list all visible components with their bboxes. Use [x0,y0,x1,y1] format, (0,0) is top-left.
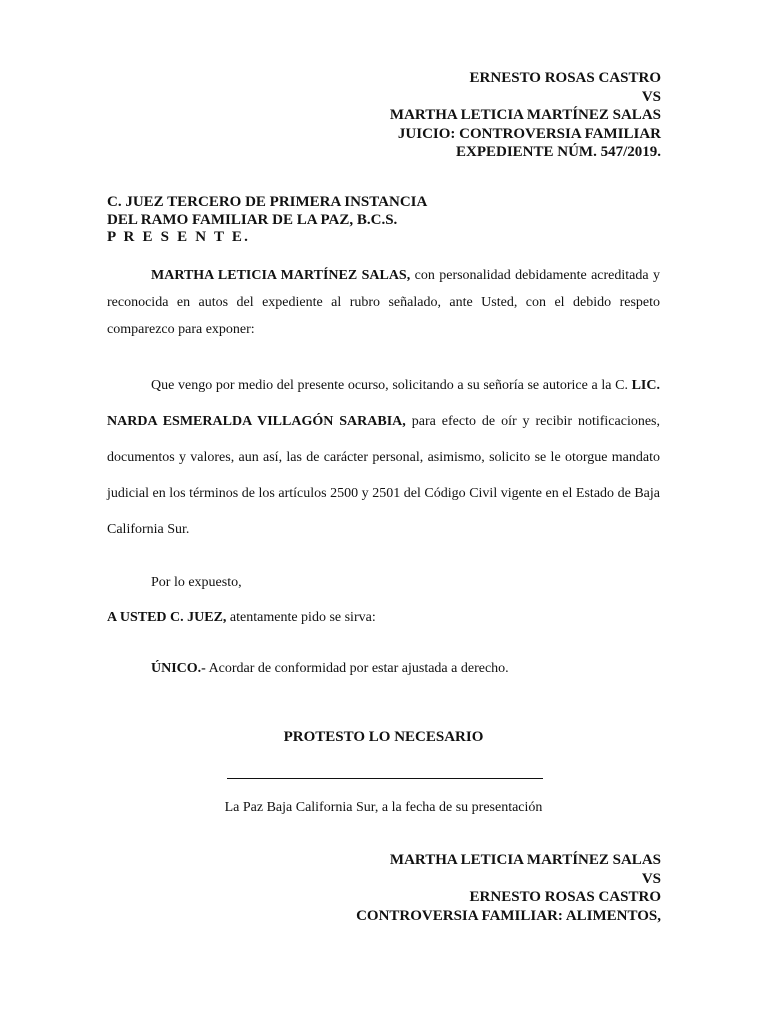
request-paragraph [107,368,660,548]
case-footer-line: VS [641,870,661,887]
intro-text: con personalidad debidamente acreditada y reconocida en autos del expediente al rubro señalado, ante Usted, con el debido respeto comparezco para exponer: [107,268,661,337]
addressee-block [107,194,427,247]
place-date: La Paz Baja California Sur, a la fecha de su presentación [224,800,543,815]
a-usted-line [107,610,376,626]
request-text-before: Que vengo por medio del presente ocurso, solicitando a su señoría se autorice a la C. [151,378,632,393]
protesto-heading: PROTESTO LO NECESARIO [283,729,484,745]
case-footer-line: MARTHA LETICIA MARTÍNEZ SALAS [389,852,661,868]
case-header-line: MARTHA LETICIA MARTÍNEZ SALAS [389,107,661,123]
case-header-line: EXPEDIENTE NÚM. 547/2019. [455,144,661,160]
case-header-line: VS [641,88,661,105]
intro-name: MARTHA LETICIA MARTÍNEZ SALAS, [151,268,411,283]
request-text-after: para efecto de oír y recibir notificaciones, documentos y valores, aun así, las de carácter personal, asimismo, solicito se le otorgue mandato judicial en los términos de los artículos 2500 y 2501 del Código Civil vigente en el Estado de Baja California Sur. [107,414,660,537]
unico-bold: ÚNICO.- [151,661,206,676]
a-usted-bold: A USTED C. JUEZ, [107,610,227,625]
case-footer [356,851,661,925]
a-usted-text: atentamente pido se sirva: [226,610,376,625]
addressee-line: C. JUEZ TERCERO DE PRIMERA INSTANCIA [107,194,428,210]
case-footer-line: ERNESTO ROSAS CASTRO [469,889,661,905]
por-lo-expuesto: Por lo expuesto, [151,575,242,590]
intro-paragraph [107,262,660,343]
unico-text: Acordar de conformidad por estar ajustada a derecho. [205,661,509,676]
addressee-line: DEL RAMO FAMILIAR DE LA PAZ, B.C.S. [107,211,398,228]
case-header-line: ERNESTO ROSAS CASTRO [469,70,661,86]
authorized-name: LIC. NARDA ESMERALDA VILLAGÓN SARABIA, [107,378,660,429]
case-footer-line: CONTROVERSIA FAMILIAR: ALIMENTOS, [356,907,661,924]
case-header-line: JUICIO: CONTROVERSIA FAMILIAR [397,125,661,142]
unico-line [151,661,509,677]
addressee-presente: P R E S E N T E. [107,229,251,245]
case-header [390,69,661,162]
signature-line [227,778,543,779]
